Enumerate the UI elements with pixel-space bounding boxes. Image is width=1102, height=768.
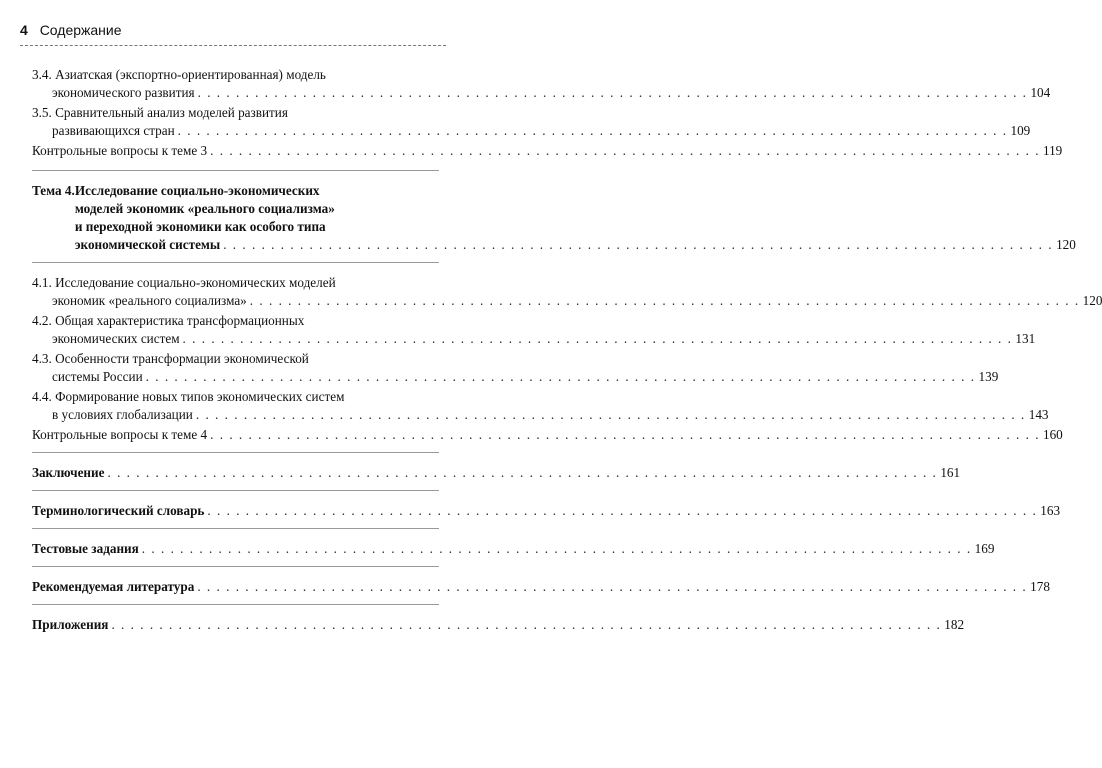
header-title: Содержание bbox=[39, 22, 122, 38]
toc-page-number: 160 bbox=[1042, 427, 1063, 442]
page-number: 4 bbox=[20, 22, 28, 38]
toc-page-number: 161 bbox=[940, 465, 961, 480]
toc-entry-line: 4.1. Исследование социально-экономических моделей bbox=[32, 275, 336, 290]
leader-dots bbox=[198, 84, 1028, 102]
toc-page-number: 163 bbox=[1040, 503, 1061, 518]
leader-dots bbox=[178, 122, 1008, 140]
divider bbox=[32, 262, 439, 263]
toc-entry-4-1[interactable] bbox=[32, 274, 1102, 310]
toc-entry-line: 3.4. Азиатская (экспортно-ориентированная) модель bbox=[32, 67, 326, 82]
divider bbox=[32, 170, 439, 171]
toc-entry-line: в условиях глобализации bbox=[52, 407, 193, 422]
toc-section-tests[interactable] bbox=[32, 540, 995, 558]
toc-entry-label: Контрольные вопросы к теме 4 bbox=[32, 427, 208, 442]
leader-dots bbox=[197, 578, 1027, 596]
running-header bbox=[20, 22, 446, 44]
toc-entry-4-2[interactable] bbox=[32, 312, 1036, 348]
leader-dots bbox=[146, 368, 976, 386]
toc-section-glossary[interactable] bbox=[32, 502, 1061, 520]
toc-section-literature[interactable] bbox=[32, 578, 1050, 596]
toc-page-number: 131 bbox=[1015, 331, 1036, 346]
toc-topic-4[interactable] bbox=[32, 182, 1076, 254]
topic-label: Тема 4. bbox=[32, 183, 75, 198]
leader-dots bbox=[196, 406, 1026, 424]
section-label: Терминологический словарь bbox=[32, 503, 205, 518]
topic-title-line: моделей экономик «реального социализма» bbox=[74, 201, 335, 216]
toc-entry-line: 4.2. Общая характеристика трансформационных bbox=[32, 313, 305, 328]
toc-entry-4-4[interactable] bbox=[32, 388, 1049, 424]
divider bbox=[32, 452, 439, 453]
toc-section-conclusion[interactable] bbox=[32, 464, 961, 482]
toc-entry-line: развивающихся стран bbox=[52, 123, 175, 138]
topic-title-line: и переходной экономики как особого типа bbox=[74, 219, 326, 234]
leader-dots bbox=[142, 540, 972, 558]
leader-dots bbox=[111, 616, 941, 634]
leader-dots bbox=[183, 330, 1013, 348]
toc-entry-control-3[interactable] bbox=[32, 142, 1063, 160]
section-label: Заключение bbox=[32, 465, 105, 480]
toc-page-number: 104 bbox=[1030, 85, 1051, 100]
toc-entry-line: 4.4. Формирование новых типов экономических систем bbox=[32, 389, 345, 404]
leader-dots bbox=[223, 236, 1053, 254]
leader-dots bbox=[210, 426, 1040, 444]
toc-entry-3-5[interactable] bbox=[32, 104, 1031, 140]
divider bbox=[32, 566, 439, 567]
leader-dots bbox=[107, 464, 937, 482]
toc-entry-line: экономического развития bbox=[52, 85, 195, 100]
toc-entry-line: 4.3. Особенности трансформации экономической bbox=[32, 351, 309, 366]
toc-entry-3-4[interactable] bbox=[32, 66, 1051, 102]
toc-page-number: 182 bbox=[944, 617, 965, 632]
toc-page-number: 119 bbox=[1042, 143, 1063, 158]
toc-page-number: 120 bbox=[1082, 293, 1102, 308]
leader-dots bbox=[250, 292, 1080, 310]
header-rule bbox=[20, 45, 446, 46]
section-label: Рекомендуемая литература bbox=[32, 579, 195, 594]
leader-dots bbox=[207, 502, 1037, 520]
divider bbox=[32, 604, 439, 605]
topic-title-line: Исследование социально-экономических bbox=[74, 183, 320, 198]
toc-page-number: 143 bbox=[1028, 407, 1049, 422]
toc-entry-line: 3.5. Сравнительный анализ моделей развития bbox=[32, 105, 288, 120]
toc-entry-4-3[interactable] bbox=[32, 350, 999, 386]
toc-page-number: 109 bbox=[1010, 123, 1031, 138]
divider bbox=[32, 490, 439, 491]
section-label: Тестовые задания bbox=[32, 541, 139, 556]
toc-entry-label: Контрольные вопросы к теме 3 bbox=[32, 143, 208, 158]
toc-page-number: 120 bbox=[1056, 237, 1076, 252]
leader-dots bbox=[210, 142, 1040, 160]
toc-entry-line: экономик «реального социализма» bbox=[52, 293, 247, 308]
toc-page-number: 169 bbox=[974, 541, 995, 556]
toc-section-appendices[interactable] bbox=[32, 616, 965, 634]
toc-page-number: 178 bbox=[1030, 579, 1050, 594]
toc-entry-line: экономических систем bbox=[52, 331, 180, 346]
toc-entry-control-4[interactable] bbox=[32, 426, 1063, 444]
toc-entry-line: системы России bbox=[52, 369, 143, 384]
toc-page-number: 139 bbox=[978, 369, 999, 384]
section-label: Приложения bbox=[32, 617, 109, 632]
table-of-contents bbox=[32, 66, 1102, 634]
topic-title-line: экономической системы bbox=[74, 237, 221, 252]
divider bbox=[32, 528, 439, 529]
